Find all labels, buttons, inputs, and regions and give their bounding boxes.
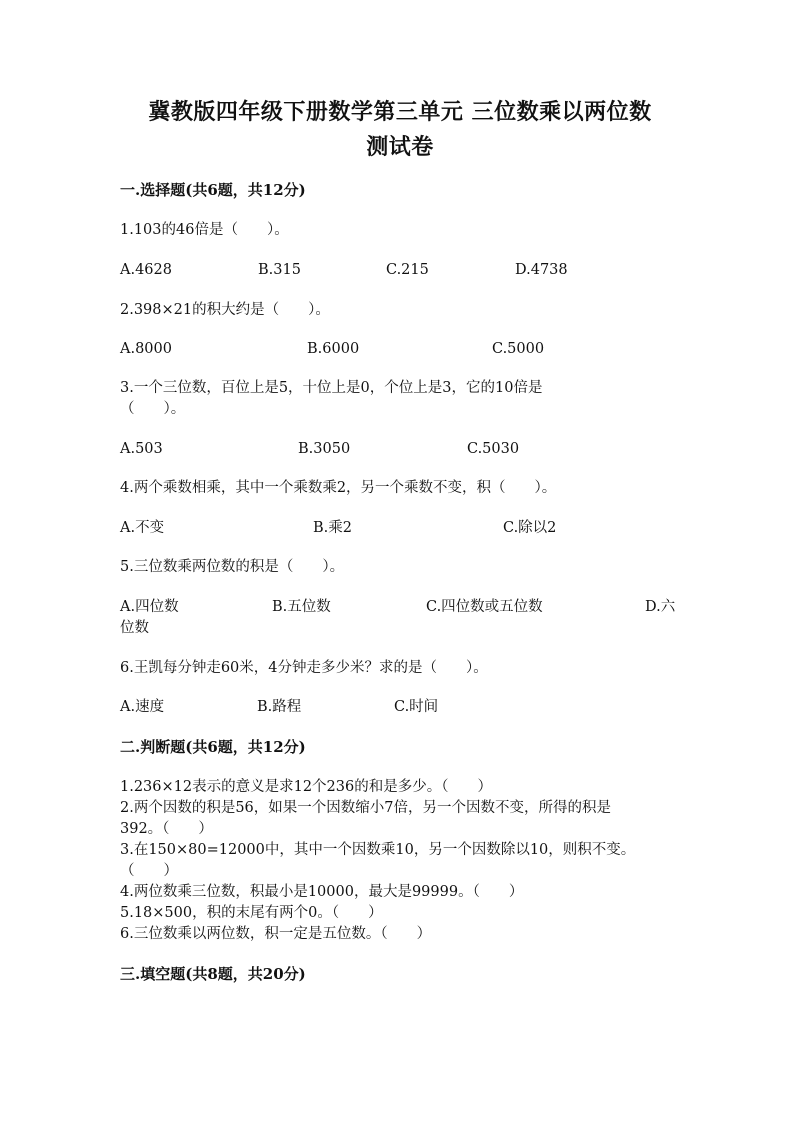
judge-line-1: 1.236×12表示的意义是求12个236的和是多少。（ ） bbox=[120, 779, 492, 795]
section-heading-judge: 二.判断题(共6题，共12分) bbox=[120, 738, 306, 756]
choice-4-option-c: C.除以2 bbox=[503, 520, 557, 536]
choice-3-option-a: A.503 bbox=[120, 441, 163, 457]
choice-5-option-b: B.五位数 bbox=[272, 599, 331, 615]
choice-3-option-c: C.5030 bbox=[467, 441, 520, 457]
choice-question-4: 4.两个乘数相乘，其中一个乘数乘2，另一个乘数不变，积（ ）。 bbox=[120, 480, 557, 496]
choice-5-option-c: C.四位数或五位数 bbox=[426, 599, 543, 615]
choice-question-5: 5.三位数乘两位数的积是（ ）。 bbox=[120, 559, 345, 575]
exam-title-line2: 测试卷 bbox=[366, 134, 434, 160]
judge-line-3-cont: （ ） bbox=[120, 863, 178, 879]
judge-line-2-cont: 392。（ ） bbox=[120, 821, 213, 837]
choice-1-option-c: C.215 bbox=[386, 262, 429, 278]
choice-5-option-a: A.四位数 bbox=[120, 599, 179, 615]
judge-line-2: 2.两个因数的积是56，如果一个因数缩小7倍，另一个因数不变，所得的积是 bbox=[120, 800, 612, 816]
choice-6-option-b: B.路程 bbox=[257, 699, 302, 715]
choice-question-2: 2.398×21的积大约是（ ）。 bbox=[120, 302, 330, 318]
judge-line-5: 5.18×500，积的末尾有两个0。（ ） bbox=[120, 905, 383, 921]
choice-3-option-b: B.3050 bbox=[298, 441, 351, 457]
choice-4-option-a: A.不变 bbox=[120, 520, 165, 536]
choice-2-option-b: B.6000 bbox=[307, 341, 360, 357]
choice-1-option-d: D.4738 bbox=[515, 262, 568, 278]
choice-5-option-d-cont: 位数 bbox=[120, 620, 149, 636]
choice-2-option-c: C.5000 bbox=[492, 341, 545, 357]
choice-5-option-d: D.六 bbox=[645, 599, 676, 615]
choice-question-3: 3.一个三位数，百位上是5，十位上是0，个位上是3，它的10倍是 bbox=[120, 380, 543, 396]
choice-1-option-b: B.315 bbox=[258, 262, 301, 278]
choice-question-6: 6.王凯每分钟走60米，4分钟走多少米？求的是（ ）。 bbox=[120, 660, 488, 676]
choice-6-option-a: A.速度 bbox=[120, 699, 165, 715]
exam-title-line1: 冀教版四年级下册数学第三单元 三位数乘以两位数 bbox=[148, 99, 652, 125]
choice-2-option-a: A.8000 bbox=[120, 341, 172, 357]
judge-line-3: 3.在150×80=12000中，其中一个因数乘10，另一个因数除以10，则积不变。 bbox=[120, 842, 636, 858]
section-heading-fill: 三.填空题(共8题，共20分) bbox=[120, 965, 306, 983]
choice-4-option-b: B.乘2 bbox=[313, 520, 352, 536]
choice-6-option-c: C.时间 bbox=[394, 699, 439, 715]
judge-line-4: 4.两位数乘三位数，积最小是10000，最大是99999。（ ） bbox=[120, 884, 524, 900]
section-heading-choice: 一.选择题(共6题，共12分) bbox=[120, 181, 306, 199]
judge-line-6: 6.三位数乘以两位数，积一定是五位数。（ ） bbox=[120, 926, 432, 942]
choice-question-3-cont: （ ）。 bbox=[120, 401, 186, 417]
choice-question-1: 1.103的46倍是（ ）。 bbox=[120, 222, 289, 238]
choice-1-option-a: A.4628 bbox=[120, 262, 172, 278]
